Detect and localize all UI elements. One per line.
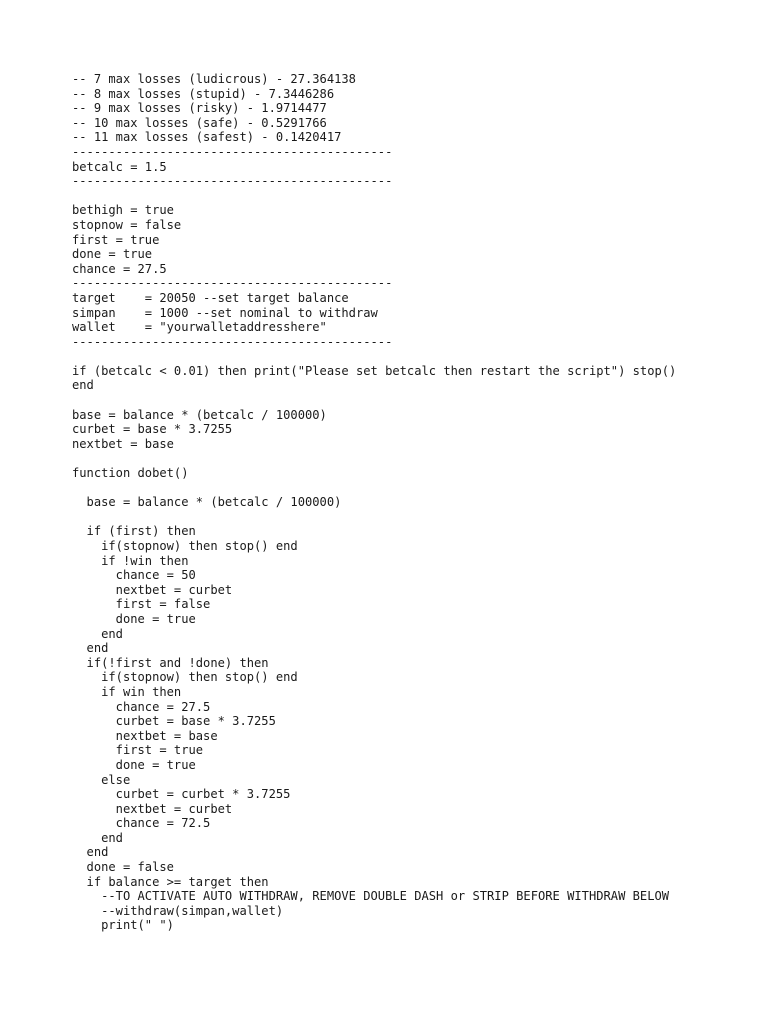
code-line: if !win then xyxy=(72,553,189,568)
code-line: first = true xyxy=(72,232,160,247)
code-line: if(stopnow) then stop() end xyxy=(72,670,298,685)
code-line: stopnow = false xyxy=(72,217,182,232)
code-line: --withdraw(simpan,wallet) xyxy=(72,903,284,918)
code-line: end xyxy=(72,641,109,656)
code-line xyxy=(72,189,676,204)
code-line: -- 9 max losses (risky) - 1.9714477 xyxy=(72,101,327,116)
code-line: base = balance * (betcalc / 100000) xyxy=(72,495,342,510)
code-line: done = true xyxy=(72,611,196,626)
code-line: target = 20050 --set target balance xyxy=(72,290,349,305)
code-line: nextbet = curbet xyxy=(72,801,233,816)
code-line: nextbet = base xyxy=(72,728,218,743)
code-line: first = false xyxy=(72,597,211,612)
code-line: function dobet() xyxy=(72,466,189,481)
code-line: if (betcalc < 0.01) then print("Please set betcalc then restart the script") stop() xyxy=(72,363,677,378)
code-line: done = true xyxy=(72,757,196,772)
code-line xyxy=(72,349,676,364)
code-line: if balance >= target then xyxy=(72,874,269,889)
code-line: -- 10 max losses (safe) - 0.5291766 xyxy=(72,115,327,130)
code-line: first = true xyxy=(72,743,204,758)
code-line: chance = 27.5 xyxy=(72,699,211,714)
code-line: chance = 27.5 xyxy=(72,261,167,276)
code-line: if(stopnow) then stop() end xyxy=(72,539,298,553)
code-line: end xyxy=(72,626,123,641)
code-line: curbet = base * 3.7255 xyxy=(72,422,233,437)
code-line xyxy=(72,393,676,408)
code-line: wallet = "yourwalletaddresshere" xyxy=(72,320,327,335)
code-line: base = balance * (betcalc / 100000) xyxy=(72,407,327,422)
code-line: end xyxy=(72,830,123,845)
code-line: bethigh = true xyxy=(72,203,174,218)
code-line: done = false xyxy=(72,860,174,875)
code-line: chance = 50 xyxy=(72,568,196,583)
code-line: -------------------------------------------- xyxy=(72,144,393,159)
code-line: done = true xyxy=(72,247,153,262)
code-line xyxy=(72,481,676,496)
code-line: end xyxy=(72,845,109,860)
code-line: betcalc = 1.5 xyxy=(72,159,167,174)
code-line: curbet = base * 3.7255 xyxy=(72,714,276,729)
code-line xyxy=(72,451,676,466)
code-line: -- 11 max losses (safest) - 0.1420417 xyxy=(72,130,342,145)
code-line: curbet = curbet * 3.7255 xyxy=(72,787,291,802)
code-line: nextbet = curbet xyxy=(72,582,233,597)
code-line: else xyxy=(72,772,131,787)
code-line: chance = 72.5 xyxy=(72,816,211,831)
code-line: -- 8 max losses (stupid) - 7.3446286 xyxy=(72,86,335,101)
code-line: nextbet = base xyxy=(72,436,174,451)
code-line xyxy=(72,510,676,525)
code-line: if(!first and !done) then xyxy=(72,655,269,670)
code-line: -- 7 max losses (ludicrous) - 27.364138 xyxy=(72,72,356,86)
code-listing xyxy=(72,72,676,933)
code-line: -------------------------------------------- xyxy=(72,334,393,349)
code-line: simpan = 1000 --set nominal to withdraw xyxy=(72,305,378,320)
code-line: print(" ") xyxy=(72,918,174,933)
code-line: if win then xyxy=(72,684,182,699)
code-line: end xyxy=(72,378,94,393)
code-line: -------------------------------------------- xyxy=(72,174,393,189)
code-line: if (first) then xyxy=(72,524,196,539)
code-line: --TO ACTIVATE AUTO WITHDRAW, REMOVE DOUBLE DASH or STRIP BEFORE WITHDRAW BELOW xyxy=(72,889,670,904)
code-line: -------------------------------------------- xyxy=(72,276,393,291)
